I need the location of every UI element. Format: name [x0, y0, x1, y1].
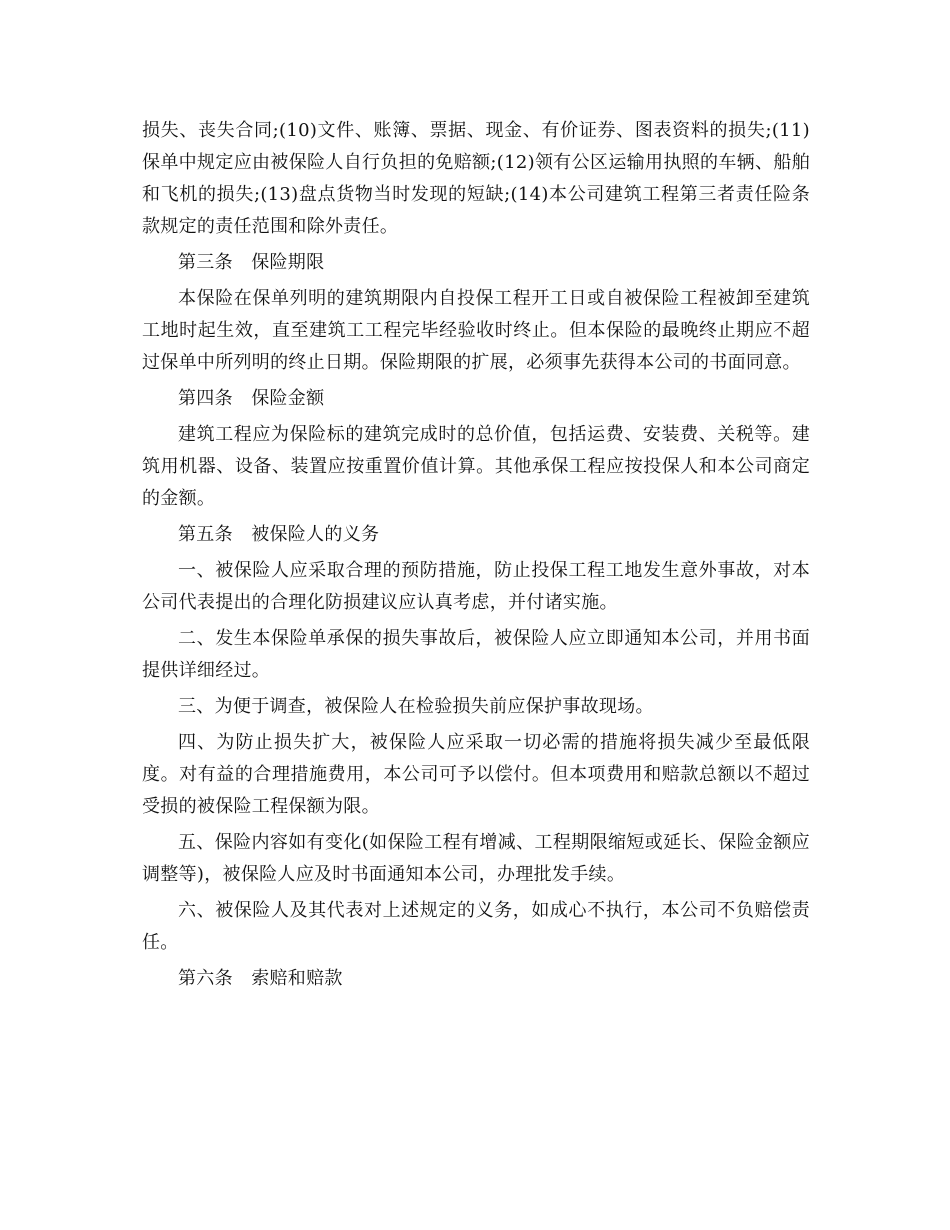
paragraph-duty-5: 五、保险内容如有变化(如保险工程有增减、工程期限缩短或延长、保险金额应调整等)，被保险人应及时书面通知本公司，办理批发手续。 — [142, 832, 810, 885]
paragraph-insured-amount: 建筑工程应为保险标的建筑完成时的总价值，包括运费、安装费、关税等。建筑用机器、设备、装置应按重置价值计算。其他承保工程应按投保人和本公司商定的金额。 — [142, 424, 810, 509]
heading-article-4: 第四条 保险金额 — [178, 388, 325, 409]
heading-article-5: 第五条 被保险人的义务 — [178, 524, 380, 545]
paragraph-duty-1: 一、被保险人应采取合理的预防措施，防止投保工程工地发生意外事故，对本公司代表提出的合理化防损建议应认真考虑，并付诸实施。 — [142, 560, 810, 613]
paragraph-insurance-period: 本保险在保单列明的建筑期限内自投保工程开工日或自被保险工程被卸至建筑工地时起生效，直至建筑工工程完毕经验收时终止。但本保险的最晚终止期应不超过保单中所列明的终止日期。保险期限的扩展，必须事先获得本公司的书面同意。 — [142, 288, 810, 373]
paragraph-duty-6: 六、被保险人及其代表对上述规定的义务，如成心不执行，本公司不负赔偿责任。 — [142, 900, 810, 953]
heading-article-6: 第六条 索赔和赔款 — [178, 968, 343, 989]
paragraph-duty-3: 三、为便于调查，被保险人在检验损失前应保护事故现场。 — [178, 696, 654, 717]
document-body — [142, 115, 810, 999]
paragraph-duty-4: 四、为防止损失扩大，被保险人应采取一切必需的措施将损失减少至最低限度。对有益的合理措施费用，本公司可予以偿付。但本项费用和赔款总额以不超过受损的被保险工程保额为限。 — [142, 732, 810, 817]
paragraph-exclusions-continued: 损失、丧失合同;(10)文件、账簿、票据、现金、有价证券、图表资料的损失;(11)保单中规定应由被保险人自行负担的免赔额;(12)领有公区运输用执照的车辆、船舶和飞机的损失;(13)盘点货物当时发现的短缺;(14)本公司建筑工程第三者责任险条款规定的责任范围和除外责任。 — [142, 120, 810, 237]
heading-article-3: 第三条 保险期限 — [178, 252, 325, 273]
paragraph-duty-2: 二、发生本保险单承保的损失事故后，被保险人应立即通知本公司，并用书面提供详细经过。 — [142, 628, 810, 681]
